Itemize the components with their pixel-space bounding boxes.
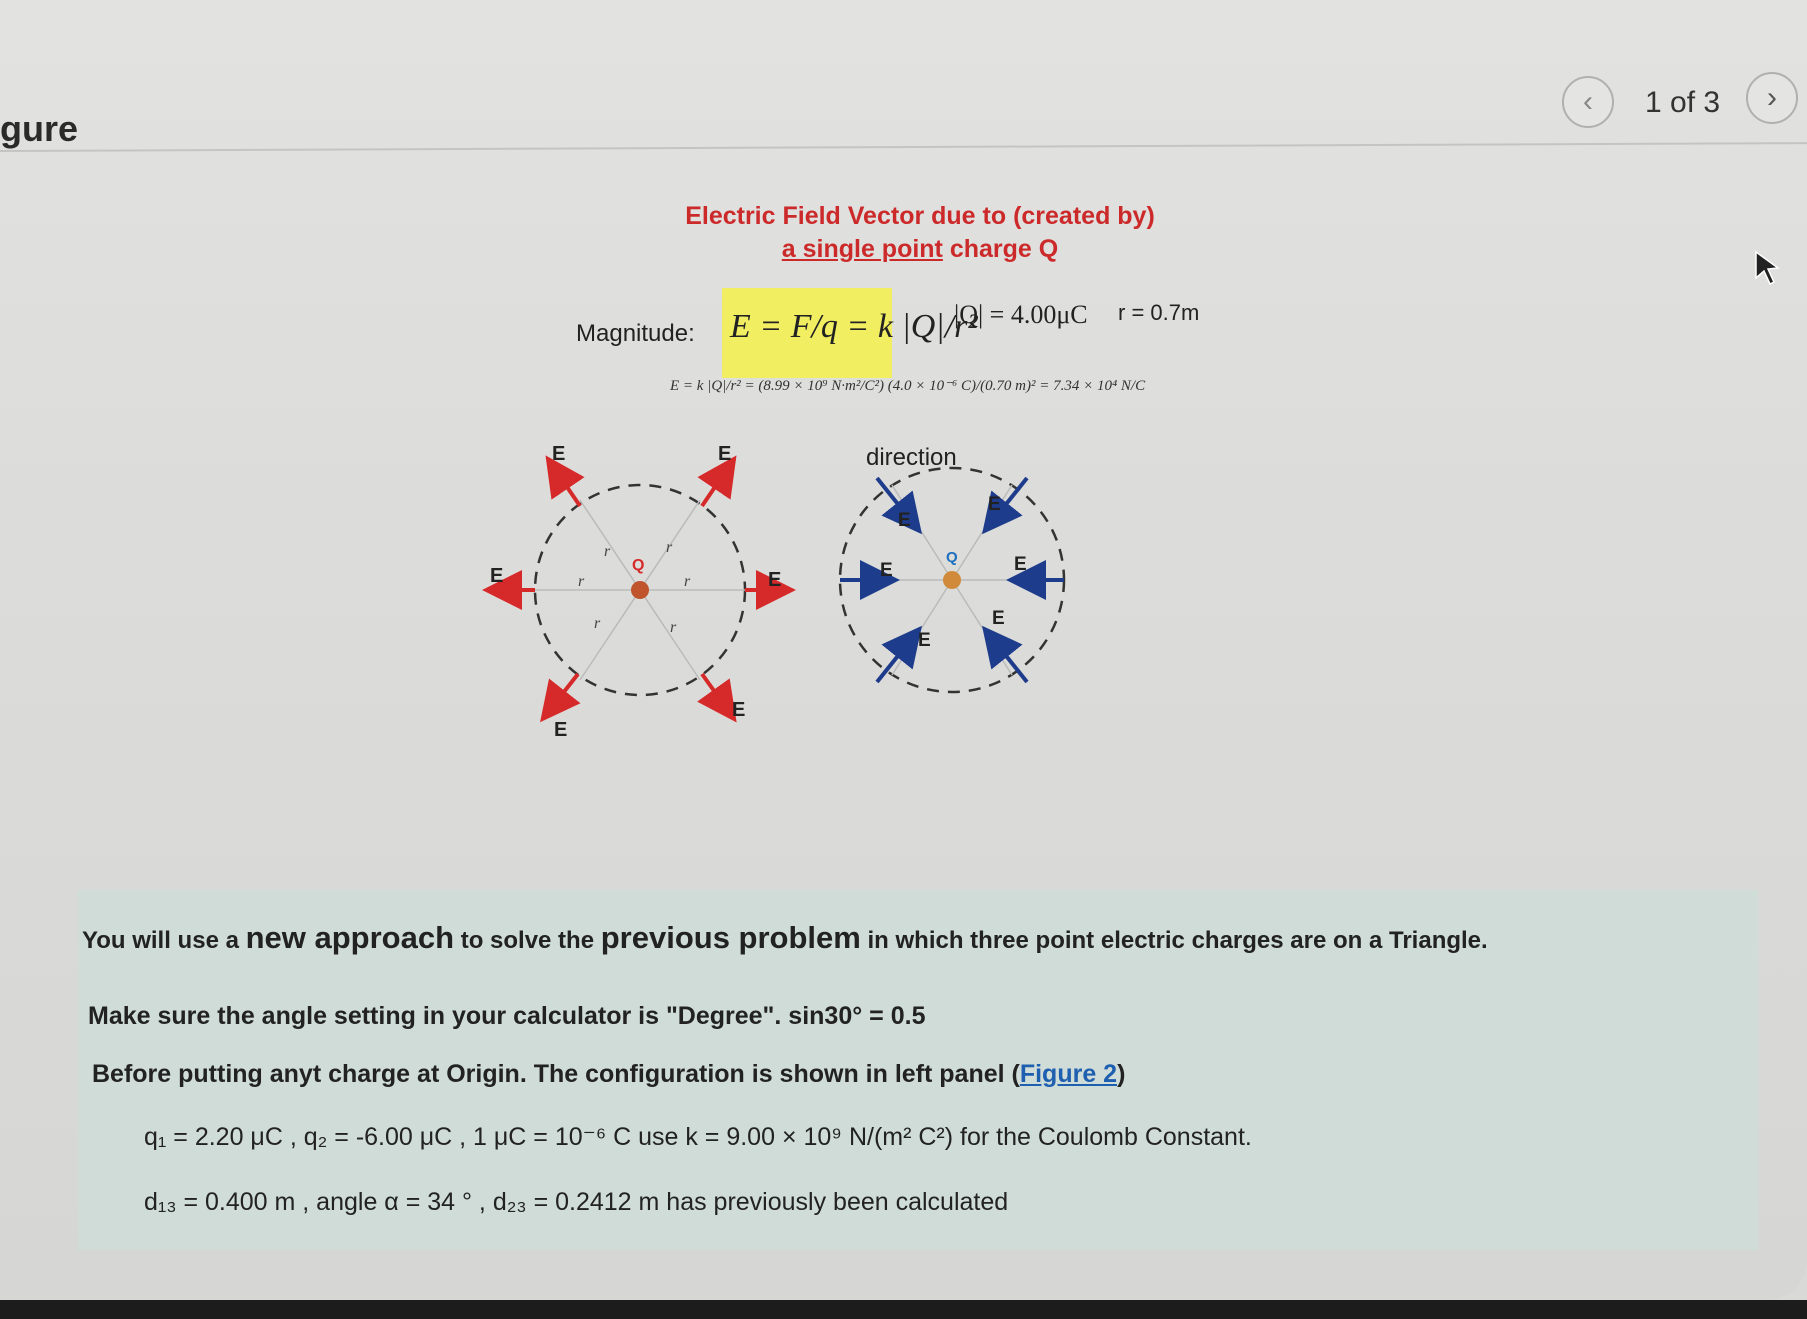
instruction-line-1 [82, 920, 1488, 956]
instruction-line-3 [92, 1060, 1125, 1089]
e-label: E [918, 630, 931, 651]
instruction-line-5: d₁₃ = 0.400 m , angle α = 34 ° , d₂₃ = 0.2412 m has previously been calculated [144, 1188, 1009, 1216]
heading-underlined: a single point [781, 235, 943, 263]
text-span: You will use a [82, 927, 246, 954]
heading-rest: charge Q [942, 235, 1059, 263]
e-label: E [1014, 554, 1027, 575]
e-label: E [992, 608, 1005, 629]
field-calculation: E = k |Q|/r² = (8.99 × 10⁹ N·m²/C²) (4.0 × 10⁻⁶ C)/(0.70 m)² = 7.34 × 10⁴ N/C [670, 378, 1146, 394]
figure-heading [620, 200, 1220, 266]
next-figure-button[interactable] [1746, 72, 1798, 124]
figure-2-link[interactable]: Figure 2 [1019, 1060, 1118, 1088]
charge-label: Q [632, 557, 645, 574]
charge-label: Q [946, 549, 958, 566]
figure-heading-line2 [620, 233, 1220, 266]
r-label: r [578, 573, 585, 590]
direction-label: direction [866, 444, 957, 471]
e-label: E [732, 699, 746, 721]
header-divider [0, 142, 1807, 152]
negative-charge-diagram [822, 450, 1082, 710]
radius-value: r = 0.7m [1118, 300, 1200, 325]
mouse-cursor-icon [1752, 250, 1782, 286]
r-label: r [604, 543, 611, 560]
e-label: E [898, 510, 911, 531]
e-label: E [880, 560, 893, 581]
screen-bezel [0, 1300, 1807, 1319]
e-label: E [490, 565, 504, 587]
r-label: r [684, 573, 691, 590]
prev-figure-button[interactable] [1562, 76, 1614, 128]
e-label: E [554, 719, 568, 740]
figure-heading-line1: Electric Field Vector due to (created by) [685, 202, 1155, 230]
r-label: r [666, 539, 673, 556]
chevron-right-icon: › [1767, 81, 1777, 114]
text-span: ) [1117, 1060, 1126, 1088]
instruction-panel [78, 890, 1758, 1250]
text-span: to solve the [454, 927, 601, 954]
magnitude-label: Magnitude: [576, 320, 695, 347]
r-label: r [594, 615, 601, 632]
text-span: Before putting anyt charge at Origin. The configuration is shown in left panel ( [92, 1060, 1020, 1088]
charge-value: |Q| = 4.00μC [954, 300, 1088, 329]
instruction-line-4: q₁ = 2.20 μC , q₂ = -6.00 μC , 1 μC = 10⁻⁶ C use k = 9.00 × 10⁹ N/(m² C²) for the Coulomb Constant. [144, 1123, 1252, 1151]
text-span: new approach [245, 920, 455, 955]
magnitude-formula: E = F/q = k |Q|/r² [730, 308, 978, 345]
e-label: E [552, 443, 566, 465]
e-label: E [768, 569, 782, 591]
instruction-line-2: Make sure the angle setting in your calculator is "Degree". sin30° = 0.5 [88, 1002, 926, 1030]
electric-field-figure [490, 200, 1240, 760]
e-label: E [988, 494, 1001, 515]
text-span: previous problem [600, 920, 861, 955]
page-title: gure [0, 108, 79, 149]
e-label: E [718, 443, 732, 465]
positive-charge-diagram [470, 440, 810, 740]
chevron-left-icon: ‹ [1583, 85, 1593, 118]
text-span: in which three point electric charges are on a Triangle. [860, 927, 1488, 954]
r-label: r [670, 619, 677, 636]
pager-text: 1 of 3 [1645, 86, 1721, 119]
